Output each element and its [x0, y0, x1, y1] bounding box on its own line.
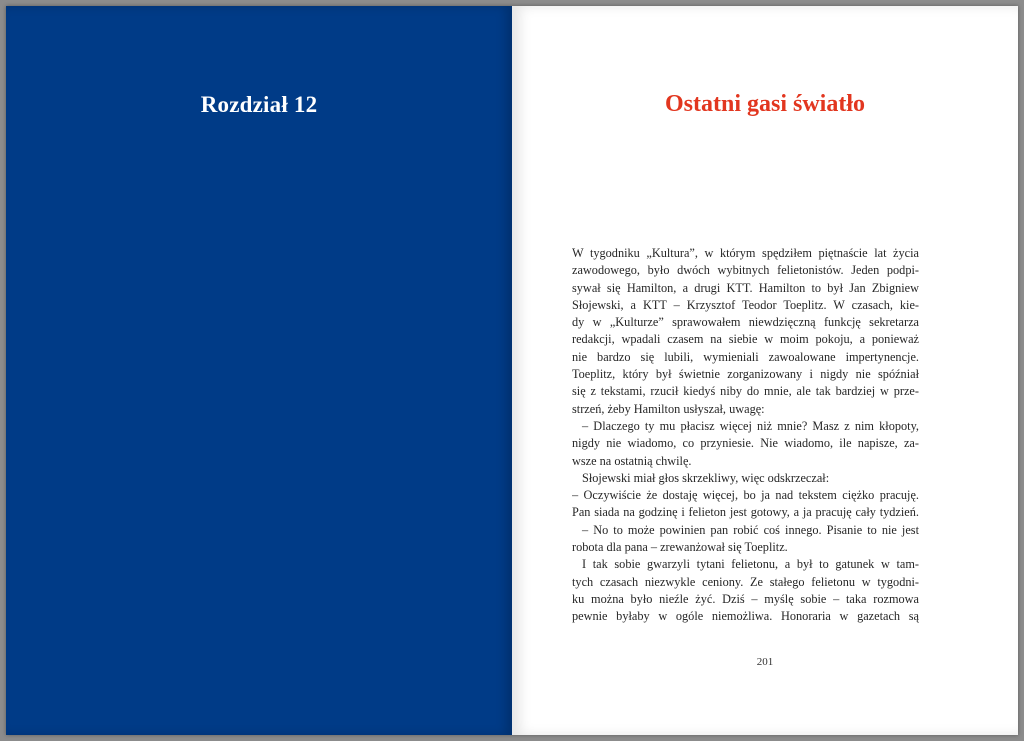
- text-line: redakcji, wpadali czasem na siebie w moim pokoju, a ponieważ: [572, 332, 919, 347]
- text-line: nie bardzo się lubili, wymieniali zawoalowane impertynencje.: [572, 349, 919, 364]
- text-line: wsze na ostatnią chwilę.: [572, 453, 692, 468]
- text-line: się z tekstami, rzucił kiedyś niby do mnie, ale tak bardziej w prze-: [572, 384, 919, 399]
- left-page: [6, 6, 512, 735]
- text-line: ku można było nieźle żyć. Dziś – myślę sobie – taka rozmowa: [572, 591, 919, 606]
- text-line: Słojewski, a KTT – Krzysztof Teodor Toeplitz. W czasach, kie-: [572, 297, 919, 312]
- text-line: strzeń, żeby Hamilton usłyszał, uwagę:: [572, 401, 765, 416]
- text-line: Słojewski miał głos skrzekliwy, więc odskrzeczał:: [582, 470, 830, 485]
- text-line: pewnie byłaby w ogóle niemożliwa. Honoraria w gazetach są: [572, 609, 919, 624]
- chapter-title: Ostatni gasi światło: [664, 91, 865, 117]
- text-line: Pan siada na godzinę i felieton jest gotowy, a ja pracuję cały tydzień.: [572, 505, 919, 520]
- text-line: tych czasach niezwykle ceniony. Ze stałego felietonu w tygodni-: [572, 574, 919, 589]
- text-line: sywał się Hamilton, a drugi KTT. Hamilton to był Jan Zbigniew: [572, 280, 919, 295]
- text-line: I tak sobie gwarzyli tytani felietonu, a był to gatunek w tam-: [582, 557, 919, 572]
- text-line: nigdy nie wiadomo, co przyniesie. Nie wiadomo, ile napisze, za-: [572, 436, 919, 451]
- text-line: zawodowego, było dwóch wybitnych felietonistów. Jeden podpi-: [572, 263, 919, 278]
- text-line: – No to może powinien pan robić coś innego. Pisanie to nie jest: [582, 522, 919, 537]
- body-text: [572, 245, 919, 626]
- right-page: [512, 6, 1018, 735]
- book-spread: [6, 6, 1018, 735]
- text-line: – Dlaczego ty mu płacisz więcej niż mnie? Masz z nim kłopoty,: [582, 418, 919, 433]
- chapter-label: Rozdział 12: [200, 92, 318, 117]
- text-line: W tygodniku „Kultura”, w którym spędziłem piętnaście lat życia: [572, 246, 919, 260]
- text-line: Toeplitz, który był świetnie zorganizowany i nigdy nie spóźniał: [572, 367, 919, 382]
- text-line: dy w „Kulturze” sprawowałem niewdzięczną funkcję sekretarza: [572, 315, 919, 330]
- text-line: robota dla pana – zrewanżował się Toeplitz.: [572, 540, 788, 555]
- text-line: – Oczywiście że dostaję więcej, bo ja nad tekstem ciężko pracuję.: [572, 488, 919, 503]
- page-number: 201: [756, 656, 774, 668]
